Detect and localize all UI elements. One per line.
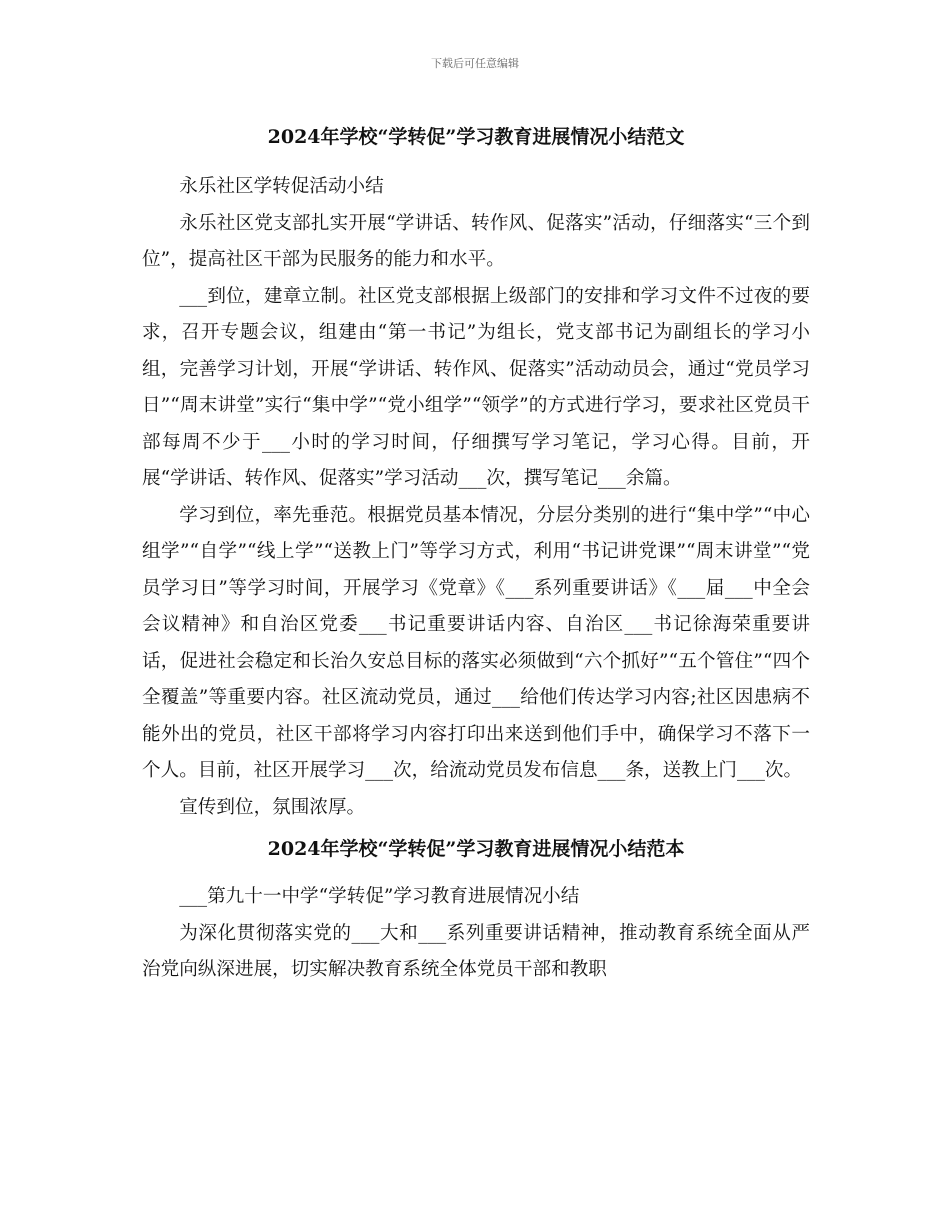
subtitle-2: ___第九十一中学“学转促”学习教育进展情况小结	[179, 886, 580, 907]
document-body	[142, 122, 810, 989]
document-title-2: 2024年学校“学转促”学习教育进展情况小结范本	[267, 838, 685, 860]
paragraph-1-3: 学习到位，率先垂范。根据党员基本情况，分层分类别的进行“集中学”“中心组学”“自学”“线上学”“送教上门”等学习方式，利用“书记讲党课”“周末讲堂”“党员学习日”等学习时间，开展学习《党章》《___系列重要讲话》《___届___中全会会议精神》和自治区党委___书记重要讲话内容、自治区___书记徐海荣重要讲话，促进社会稳定和长治久安总目标的落实必须做到“六个抓好”“五个管住”“四个全覆盖”等重要内容。社区流动党员，通过___给他们传达学习内容;社区因患病不能外出的党员，社区干部将学习内容打印出来送到他们手中，确保学习不落下一个人。目前，社区开展学习___次，给流动党员发布信息___条，送教上门___次。	[142, 504, 810, 781]
page-header-note: 下载后可任意编辑	[431, 57, 519, 70]
paragraph-2-1: 为深化贯彻落实党的___大和___系列重要讲话精神，推动教育系统全面从严治党向纵深进展，切实解决教育系统全体党员干部和教职	[142, 922, 810, 980]
paragraph-1-4: 宣传到位，氛围浓厚。	[179, 796, 366, 818]
paragraph-1-2: ___到位，建章立制。社区党支部根据上级部门的安排和学习文件不过夜的要求，召开专题会议，组建由“第一书记”为组长，党支部书记为副组长的学习小组，完善学习计划，开展“学讲话、转作风、促落实”活动动员会，通过“党员学习日”“周末讲堂”实行“集中学”“党小组学”“领学”的方式进行学习，要求社区党员干部每周不少于___小时的学习时间，仔细撰写学习笔记，学习心得。目前，开展“学讲话、转作风、促落实”学习活动___次，撰写笔记___余篇。	[142, 285, 810, 489]
paragraph-1-1: 永乐社区党支部扎实开展“学讲话、转作风、促落实”活动，仔细落实“三个到位”，提高社区干部为民服务的能力和水平。	[142, 212, 810, 270]
document-title-1: 2024年学校“学转促”学习教育进展情况小结范文	[267, 126, 685, 148]
subtitle-1: 永乐社区学转促活动小结	[179, 176, 384, 197]
